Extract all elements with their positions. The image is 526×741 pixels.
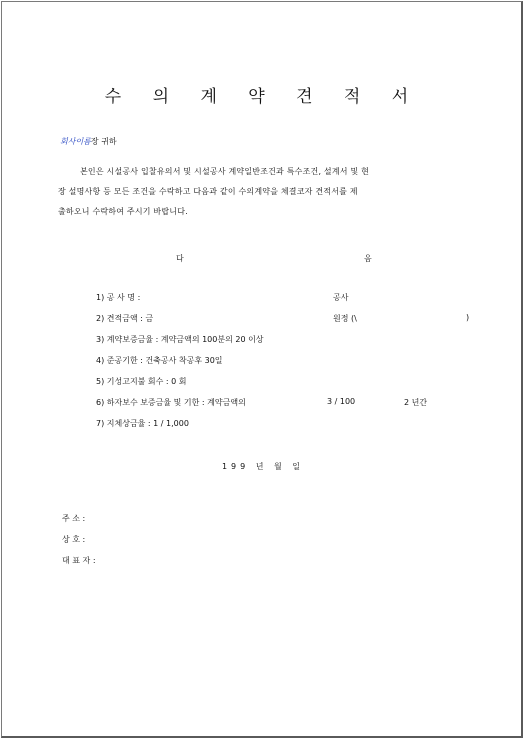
body-line-2: 장 설명사항 등 모든 조건을 수락하고 다음과 같이 수의계약을 체결코자 견적서를 제 <box>58 187 358 196</box>
item-progress-payments: 5) 기성고지불 회수 : 0 회 <box>96 377 187 386</box>
signature-address: 주 소 : <box>62 514 86 523</box>
document-title: 수 의 계 약 견 적 서 <box>104 87 422 107</box>
item-construction-suffix: 공사 <box>333 293 349 302</box>
section-heading-left: 다 <box>176 254 184 263</box>
item-estimate-amount: 2) 견적금액 : 금 <box>96 314 154 323</box>
item-amount-suffix: 원정 (\ <box>333 314 357 323</box>
item-defect-ratio: 3 / 100 <box>327 397 356 406</box>
body-line-1: 본인은 시설공사 입찰유의서 및 시설공사 계약일반조건과 특수조건, 설계서 및 현 <box>80 167 370 176</box>
page-border <box>1 1 523 738</box>
body-line-3: 출하오니 수락하여 주시기 바랍니다. <box>58 207 188 216</box>
recipient-line <box>60 136 117 147</box>
signature-representative: 대 표 자 : <box>62 556 96 565</box>
item-defect-period: 2 년간 <box>404 398 428 407</box>
signature-company: 상 호 : <box>62 535 86 544</box>
item-delay-penalty: 7) 지체상금율 : 1 / 1,000 <box>96 419 189 428</box>
section-heading-right: 음 <box>364 254 372 263</box>
item-construction-name: 1) 공 사 명 : <box>96 293 141 302</box>
item-defect-warranty: 6) 하자보수 보증금율 및 기한 : 계약금액의 <box>96 398 246 407</box>
item-contract-bond: 3) 계약보증금율 : 계약금액의 100분의 20 이상 <box>96 335 264 344</box>
date-line: 199 년 월 일 <box>221 462 305 471</box>
item-completion-deadline: 4) 준공기한 : 건축공사 착공후 30일 <box>96 356 223 365</box>
company-name: 회사이름 <box>60 137 91 146</box>
item-amount-close: ) <box>466 313 470 322</box>
recipient-suffix: 장 귀하 <box>90 137 117 146</box>
